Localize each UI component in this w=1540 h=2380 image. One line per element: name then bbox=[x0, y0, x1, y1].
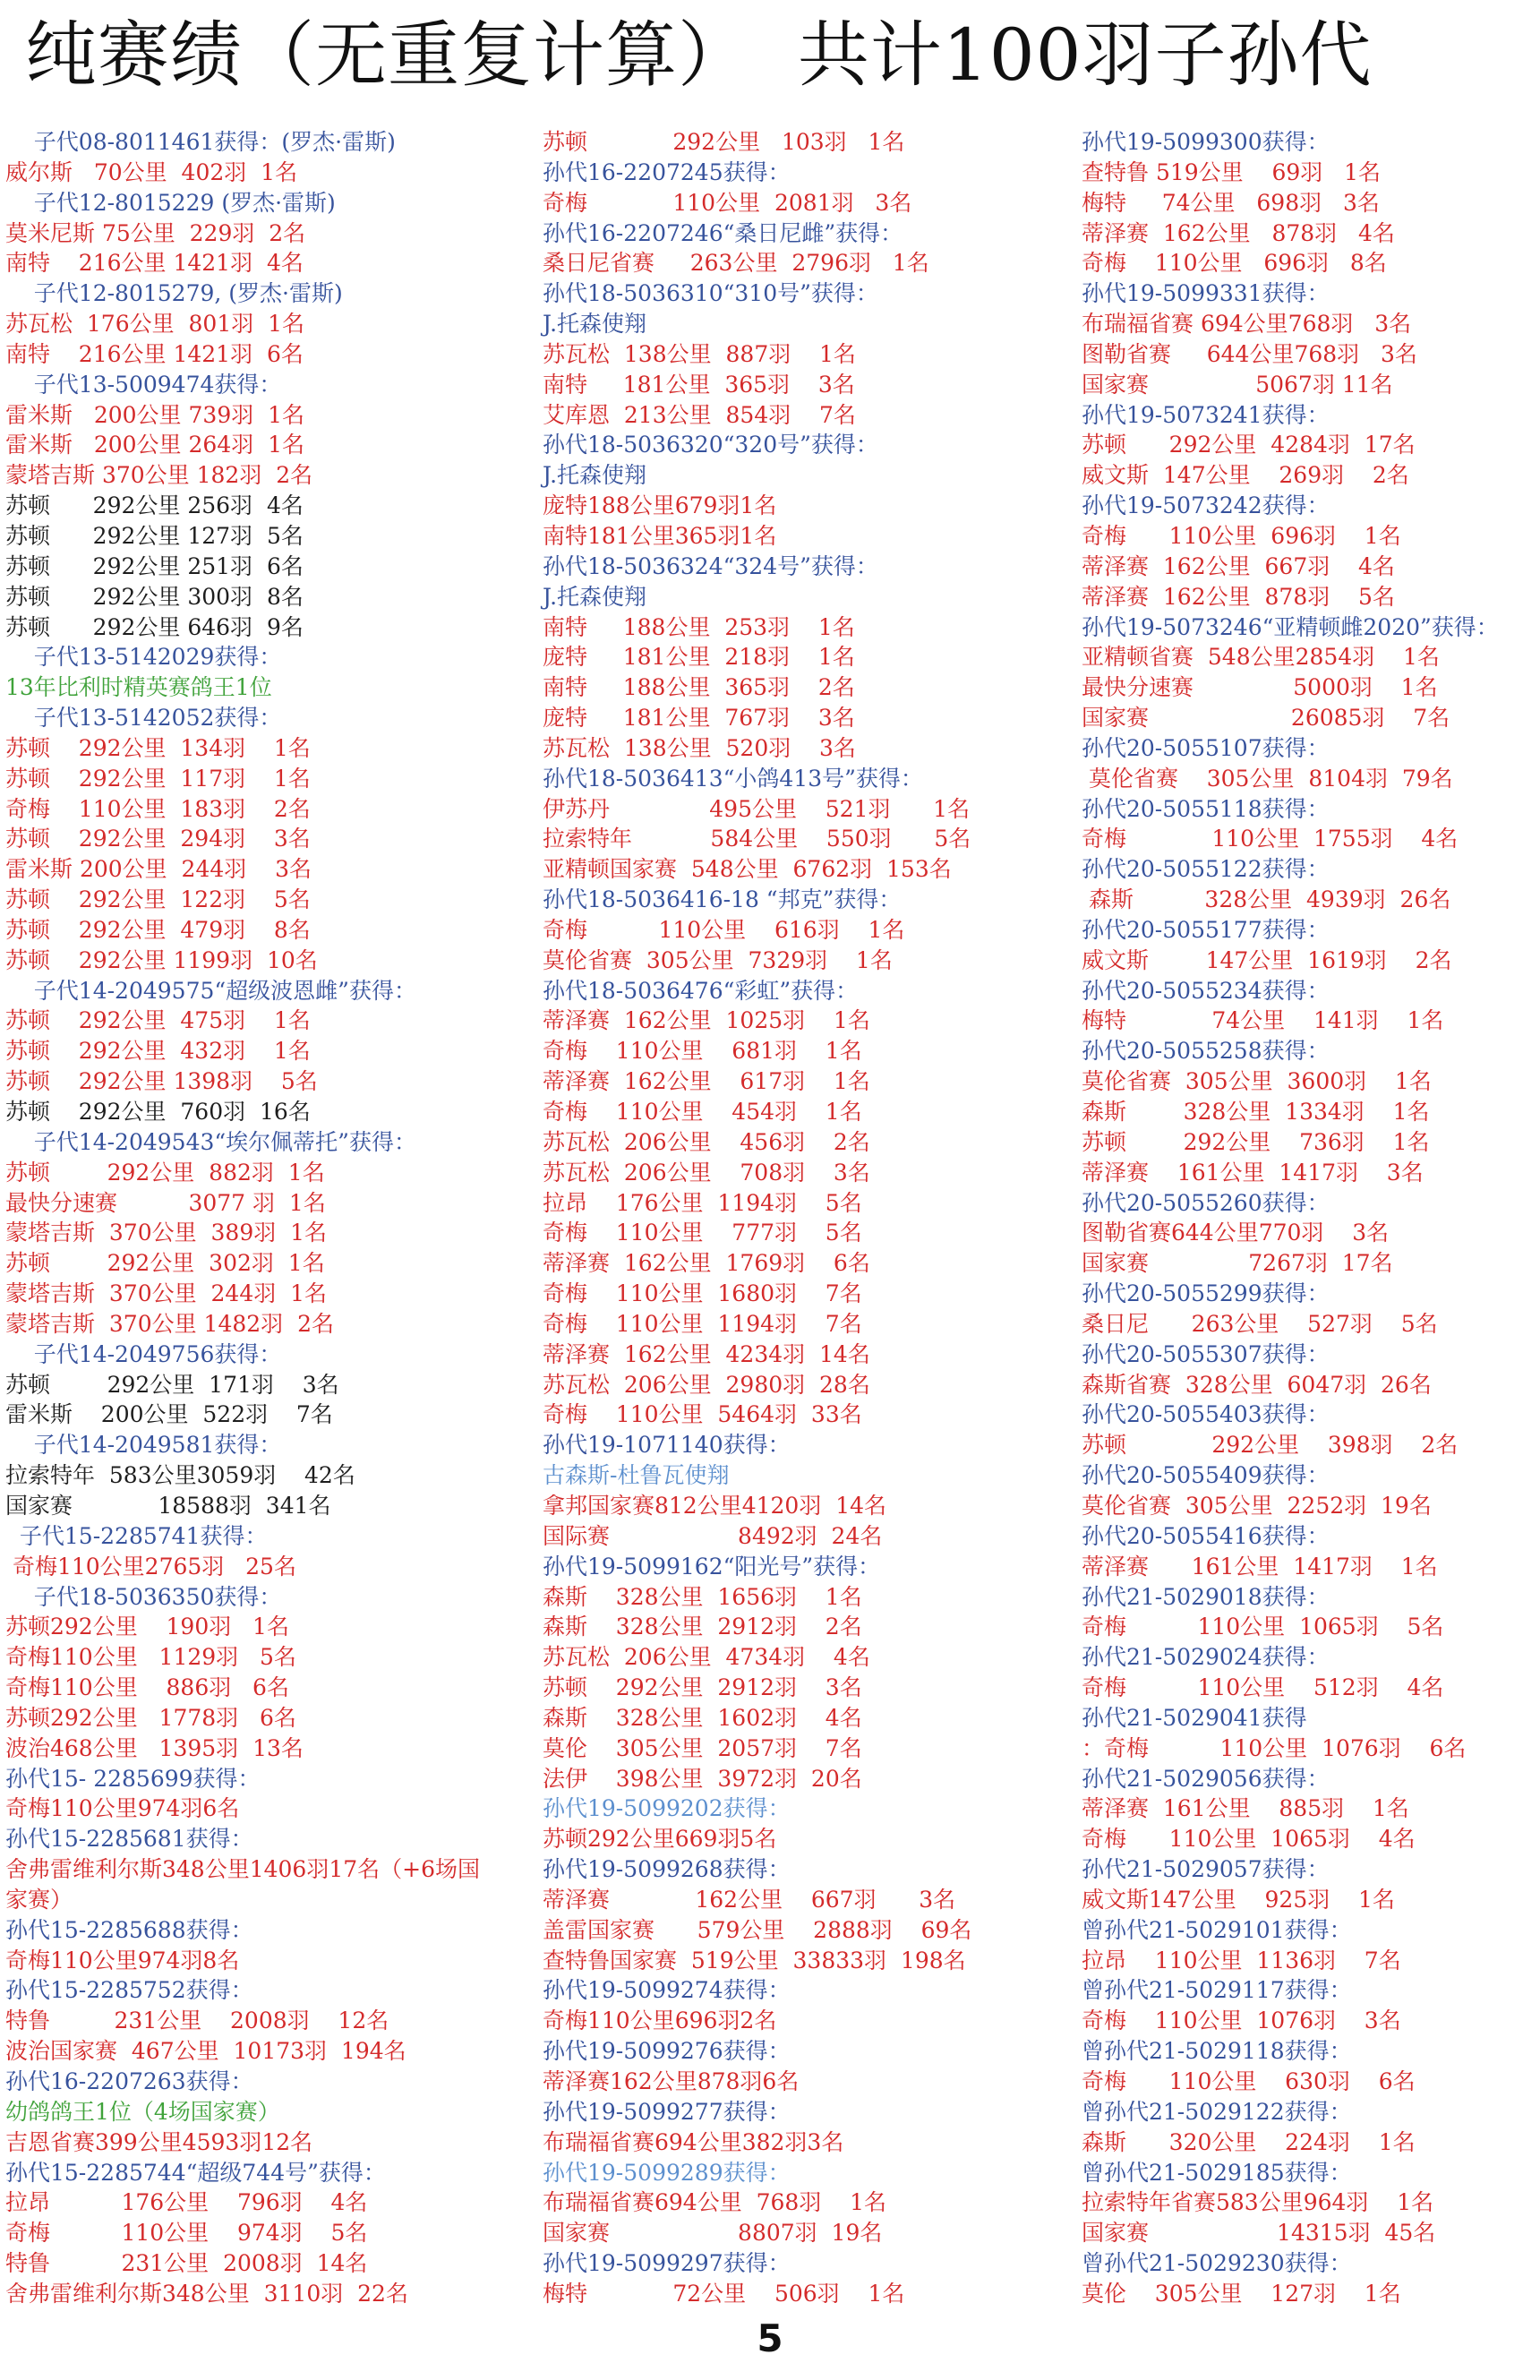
race-result-line: 南特 216公里 1421羽 4名 bbox=[5, 250, 304, 277]
pigeon-header-line: 子代12-8015279, (罗杰·雷斯) bbox=[5, 280, 343, 307]
pigeon-header-line: 曾孙代21-5029122获得： bbox=[1082, 2098, 1352, 2125]
race-result-line: 特鲁 231公里 2008羽 12名 bbox=[5, 2008, 389, 2034]
race-result-line: 蒂泽赛 162公里 667羽 3名 bbox=[543, 1886, 956, 1913]
race-result-line: 森斯 320公里 224羽 1名 bbox=[1082, 2128, 1416, 2155]
race-result-line: 梅特 74公里 141羽 1名 bbox=[1082, 1007, 1444, 1034]
race-result-line: 舍弗雷维利尔斯348公里1406羽17名（+6场国 bbox=[5, 1856, 481, 1883]
pigeon-header-line: J.托森使翔 bbox=[543, 462, 647, 489]
race-result-line: 奇梅110公里 1129羽 5名 bbox=[5, 1644, 296, 1671]
pigeon-header-line: 孙代15- 2285699获得： bbox=[5, 1765, 261, 1792]
race-result-line: 桑日尼 263公里 527羽 5名 bbox=[1082, 1310, 1438, 1337]
race-result-line: 苏顿 292公里 117羽 1名 bbox=[5, 765, 311, 792]
page-title: 纯赛绩（无重复计算） 共计100羽子孙代 bbox=[25, 13, 1373, 97]
race-result-line: 苏瓦松 138公里 520羽 3名 bbox=[543, 734, 856, 761]
race-result-line: 蒂泽赛 162公里 667羽 4名 bbox=[1082, 552, 1395, 579]
race-result-line: 苏顿292公里 190羽 1名 bbox=[5, 1614, 289, 1640]
race-result-line: 苏顿 292公里 134羽 1名 bbox=[5, 734, 311, 761]
race-result-line: 蒂泽赛 162公里 878羽 4名 bbox=[1082, 219, 1395, 246]
pigeon-header-line: 孙代19-5099277获得： bbox=[543, 2098, 791, 2125]
pigeon-header-line: 孙代20-5055409获得： bbox=[1082, 1462, 1330, 1489]
race-result-line: 苏顿 292公里 432羽 1名 bbox=[5, 1038, 311, 1065]
race-result-line: 庞特 181公里 767羽 3名 bbox=[543, 705, 855, 732]
race-result-line: 蒙塔吉斯 370公里 1482羽 2名 bbox=[5, 1310, 334, 1337]
race-result-line: 苏顿 292公里 760羽 16名 bbox=[5, 1099, 311, 1125]
pigeon-header-line: 孙代19-5099268获得： bbox=[543, 1856, 791, 1883]
race-result-line: 最快分速赛 3077 羽 1名 bbox=[5, 1189, 326, 1216]
pigeon-header-line: 子代12-8015229 (罗杰·雷斯) bbox=[5, 189, 336, 216]
pigeon-header-line: 孙代19-5099162“阳光号”获得： bbox=[543, 1553, 881, 1580]
pigeon-header-line: 子代14-2049756获得： bbox=[5, 1340, 282, 1367]
race-result-line: 苏顿 292公里 479羽 8名 bbox=[5, 916, 311, 943]
pigeon-header-line: 孙代21-5029018获得： bbox=[1082, 1583, 1330, 1610]
pigeon-header-line: 孙代15-2285681获得： bbox=[5, 1826, 253, 1853]
race-result-line: 苏顿 292公里 122羽 5名 bbox=[5, 886, 311, 913]
race-result-line: 家赛） bbox=[5, 1886, 73, 1913]
pigeon-header-line: 孙代19-5099274获得： bbox=[543, 1977, 791, 2004]
pigeon-header-line: 孙代19-5099297获得： bbox=[543, 2250, 791, 2277]
race-result-line: 苏顿 292公里 2912羽 3名 bbox=[543, 1674, 862, 1701]
pigeon-header-line: 孙代19-5099331获得： bbox=[1082, 280, 1330, 307]
pigeon-header-line: J.托森使翔 bbox=[543, 583, 647, 610]
race-result-line: 森斯省赛 328公里 6047羽 26名 bbox=[1082, 1371, 1432, 1398]
race-result-line: 南特 188公里 253羽 1名 bbox=[543, 613, 855, 640]
race-result-line: 奇梅110公里696羽2名 bbox=[543, 2008, 777, 2034]
race-result-line: 奇梅 110公里 1680羽 7名 bbox=[543, 1280, 862, 1307]
race-result-line: 奇梅 110公里 696羽 1名 bbox=[1082, 522, 1401, 549]
pigeon-header-line: 孙代20-5055416获得： bbox=[1082, 1522, 1330, 1549]
race-result-line: 奇梅 110公里 1065羽 4名 bbox=[1082, 1826, 1416, 1853]
race-result-line: 蒂泽赛162公里878羽6名 bbox=[543, 2068, 800, 2094]
results-column-left bbox=[5, 127, 534, 2309]
race-result-line: 梅特 74公里 698羽 3名 bbox=[1082, 189, 1380, 216]
pigeon-header-line: 孙代20-5055403获得： bbox=[1082, 1401, 1330, 1428]
race-result-line: 莫伦 305公里 127羽 1名 bbox=[1082, 2280, 1401, 2307]
race-result-line: 苏顿292公里 1778羽 6名 bbox=[5, 1704, 296, 1731]
race-result-line: 庞特 181公里 218羽 1名 bbox=[543, 644, 855, 671]
race-result-line: 奇梅 110公里 1755羽 4名 bbox=[1082, 826, 1459, 852]
race-result-line: 南特 181公里 365羽 3名 bbox=[543, 371, 855, 398]
pigeon-header-line: 孙代19-5073242获得： bbox=[1082, 492, 1330, 519]
race-result-line: 蒙塔吉斯 370公里 244羽 1名 bbox=[5, 1280, 328, 1307]
race-result-line: 拉昂 176公里 1194羽 5名 bbox=[543, 1189, 862, 1216]
pigeon-header-line: 曾孙代21-5029185获得： bbox=[1082, 2159, 1352, 2186]
race-result-line: 苏顿 292公里 300羽 8名 bbox=[5, 583, 304, 610]
race-result-line: 波治468公里 1395羽 13名 bbox=[5, 1734, 304, 1761]
race-result-line: 南特181公里365羽1名 bbox=[543, 522, 777, 549]
race-result-line: 盖雷国家赛 579公里 2888羽 69名 bbox=[543, 1916, 972, 1943]
pigeon-header-line: 孙代21-5029056获得： bbox=[1082, 1765, 1330, 1792]
pigeon-header-line: 曾孙代21-5029230获得： bbox=[1082, 2250, 1352, 2277]
race-result-line: 苏顿 292公里 127羽 5名 bbox=[5, 522, 304, 549]
race-result-line: 苏瓦松 206公里 2980羽 28名 bbox=[543, 1371, 870, 1398]
pigeon-header-line: 孙代21-5029024获得： bbox=[1082, 1644, 1330, 1671]
race-result-line: 奇梅 110公里 2081羽 3名 bbox=[543, 189, 912, 216]
race-result-line: 舍弗雷维利尔斯348公里 3110羽 22名 bbox=[5, 2280, 408, 2307]
race-result-line: 奇梅110公里 886羽 6名 bbox=[5, 1674, 289, 1701]
race-result-line: 奇梅110公里974羽8名 bbox=[5, 1947, 240, 1973]
pigeon-header-line: 子代15-2285741获得： bbox=[5, 1522, 268, 1549]
race-result-line: 梅特 72公里 506羽 1名 bbox=[543, 2280, 905, 2307]
race-result-line: 拉索特年 583公里3059羽 42名 bbox=[5, 1462, 355, 1489]
race-result-line: 蒂泽赛 162公里 1769羽 6名 bbox=[543, 1250, 870, 1277]
race-result-line: 国家赛 18588羽 341名 bbox=[5, 1492, 331, 1519]
race-result-line: 拉昂 176公里 796羽 4名 bbox=[5, 2189, 368, 2216]
race-result-line: 威文斯147公里 925羽 1名 bbox=[1082, 1886, 1395, 1913]
race-result-line: 莫伦省赛 305公里 7329羽 1名 bbox=[543, 946, 893, 973]
race-result-line: 奇梅 110公里 183羽 2名 bbox=[5, 795, 311, 822]
race-result-line: 威文斯 147公里 1619羽 2名 bbox=[1082, 946, 1452, 973]
race-result-line: 奇梅 110公里 1076羽 3名 bbox=[1082, 2008, 1401, 2034]
race-result-line: 莫米尼斯 75公里 229羽 2名 bbox=[5, 219, 306, 246]
pigeon-header-line: 孙代18-5036310“310号”获得： bbox=[543, 280, 878, 307]
race-result-line: 苏瓦松 176公里 801羽 1名 bbox=[5, 311, 305, 338]
pigeon-header-line: 曾孙代21-5029118获得： bbox=[1082, 2038, 1352, 2065]
pigeon-header-line: 孙代19-5073246“亚精顿雌2020”获得： bbox=[1082, 613, 1499, 640]
race-result-line: 国家赛 14315羽 45名 bbox=[1082, 2220, 1436, 2247]
race-result-line: 桑日尼省赛 263公里 2796羽 1名 bbox=[543, 250, 929, 277]
race-result-line: 森斯 328公里 1656羽 1名 bbox=[543, 1583, 862, 1610]
results-column-middle bbox=[543, 127, 1080, 2309]
race-result-line: 蒂泽赛 161公里 1417羽 1名 bbox=[1082, 1553, 1438, 1580]
race-result-line: 艾库恩 213公里 854羽 7名 bbox=[543, 401, 856, 428]
pigeon-header-line: 孙代20-5055122获得： bbox=[1082, 856, 1330, 883]
race-result-line: 奇梅 110公里 1194羽 7名 bbox=[543, 1310, 862, 1337]
race-result-line: 奇梅 110公里 696羽 8名 bbox=[1082, 250, 1387, 277]
race-result-line: 南特 216公里 1421羽 6名 bbox=[5, 340, 304, 367]
race-result-line: 蒙塔吉斯 370公里 389羽 1名 bbox=[5, 1220, 328, 1246]
race-result-line: 奇梅110公里2765羽 25名 bbox=[5, 1553, 296, 1580]
race-result-line: 奇梅110公里974羽6名 bbox=[5, 1795, 240, 1822]
race-result-line: 莫伦省赛 305公里 3600羽 1名 bbox=[1082, 1068, 1432, 1095]
race-result-line: 南特 188公里 365羽 2名 bbox=[543, 674, 855, 701]
race-result-line: 奇梅 110公里 454羽 1名 bbox=[543, 1099, 862, 1125]
race-result-line: 国家赛 8807羽 19名 bbox=[543, 2220, 883, 2247]
pigeon-header-line: 孙代21-5029057获得： bbox=[1082, 1856, 1330, 1883]
race-result-line: 国家赛 7267羽 17名 bbox=[1082, 1250, 1393, 1277]
award-line: 幼鸽鸽王1位（4场国家赛） bbox=[5, 2098, 280, 2125]
race-result-line: 苏顿 292公里 171羽 3名 bbox=[5, 1371, 339, 1398]
race-result-line: 国家赛 26085羽 7名 bbox=[1082, 705, 1450, 732]
race-result-line: 苏瓦松 206公里 4734羽 4名 bbox=[543, 1644, 870, 1671]
race-result-line: 奇梅 110公里 681羽 1名 bbox=[543, 1038, 862, 1065]
pigeon-header-line: 孙代15-2285688获得： bbox=[5, 1916, 253, 1943]
pigeon-header-line: 孙代20-5055299获得： bbox=[1082, 1280, 1330, 1307]
race-result-line: 蒙塔吉斯 370公里 182羽 2名 bbox=[5, 462, 313, 489]
pigeon-header-line: 孙代20-5055107获得： bbox=[1082, 734, 1330, 761]
race-result-line: 吉恩省赛399公里4593羽12名 bbox=[5, 2128, 313, 2155]
pigeon-header-line: 曾孙代21-5029101获得： bbox=[1082, 1916, 1352, 1943]
race-result-line: 雷米斯 200公里 522羽 7名 bbox=[5, 1401, 333, 1428]
race-result-line: 苏瓦松 206公里 456羽 2名 bbox=[543, 1128, 870, 1155]
race-result-line: 图勒省赛644公里770羽 3名 bbox=[1082, 1220, 1390, 1246]
race-result-line: 亚精顿省赛 548公里2854羽 1名 bbox=[1082, 644, 1440, 671]
race-result-line: 苏顿 292公里 256羽 4名 bbox=[5, 492, 304, 519]
pigeon-header-line: 子代13-5009474获得： bbox=[5, 371, 282, 398]
pigeon-header-line: 孙代18-5036320“320号”获得： bbox=[543, 432, 878, 458]
race-result-line: 苏顿 292公里 1199羽 10名 bbox=[5, 946, 318, 973]
race-result-line: 莫伦省赛 305公里 8104羽 79名 bbox=[1082, 765, 1453, 792]
pigeon-header-line: 孙代19-5099289获得： bbox=[543, 2159, 791, 2186]
race-result-line: 森斯 328公里 1602羽 4名 bbox=[543, 1704, 862, 1731]
race-result-line: 蒂泽赛 161公里 885羽 1名 bbox=[1082, 1795, 1409, 1822]
pigeon-header-line: 孙代20-5055234获得： bbox=[1082, 977, 1330, 1004]
race-result-line: 森斯 328公里 4939羽 26名 bbox=[1082, 886, 1451, 913]
race-result-line: 奇梅 110公里 512羽 4名 bbox=[1082, 1674, 1444, 1701]
race-result-line: 国家赛 5067羽 11名 bbox=[1082, 371, 1393, 398]
pigeon-header-line: 孙代19-5073241获得： bbox=[1082, 401, 1330, 428]
race-result-line: 森斯 328公里 1334羽 1名 bbox=[1082, 1099, 1430, 1125]
pigeon-header-line: 子代14-2049581获得： bbox=[5, 1432, 282, 1459]
pigeon-header-line: 子代18-5036350获得： bbox=[5, 1583, 282, 1610]
pigeon-header-line: 孙代20-5055307获得： bbox=[1082, 1340, 1330, 1367]
race-result-line: 奇梅 110公里 5464羽 33名 bbox=[543, 1401, 862, 1428]
race-result-line: 威文斯 147公里 269羽 2名 bbox=[1082, 462, 1409, 489]
race-result-line: 森斯 328公里 2912羽 2名 bbox=[543, 1614, 862, 1640]
race-result-line: 奇梅 110公里 630羽 6名 bbox=[1082, 2068, 1416, 2094]
pigeon-header-line: 子代08-8011461获得：(罗杰·雷斯) bbox=[5, 129, 396, 155]
pigeon-header-line: 孙代18-5036476“彩虹”获得： bbox=[543, 977, 859, 1004]
race-result-line: 苏顿 292公里 882羽 1名 bbox=[5, 1159, 325, 1186]
race-result-line: 苏瓦松 138公里 887羽 1名 bbox=[543, 340, 856, 367]
race-result-line: 苏顿 292公里 103羽 1名 bbox=[543, 129, 905, 155]
race-result-line: 查特鲁 519公里 69羽 1名 bbox=[1082, 158, 1382, 185]
race-result-line: 苏顿 292公里 4284羽 17名 bbox=[1082, 432, 1416, 458]
race-result-line: 蒂泽赛 162公里 4234羽 14名 bbox=[543, 1340, 870, 1367]
pigeon-header-line: 子代13-5142052获得： bbox=[5, 705, 282, 732]
race-result-line: 布瑞福省赛694公里382羽3名 bbox=[543, 2128, 844, 2155]
race-result-line: 波治国家赛 467公里 10173羽 194名 bbox=[5, 2038, 406, 2065]
pigeon-header-line: 古森斯-杜鲁瓦使翔 bbox=[543, 1462, 730, 1489]
race-result-line: 苏顿 292公里 736羽 1名 bbox=[1082, 1128, 1430, 1155]
race-result-line: 伊苏丹 495公里 521羽 1名 bbox=[543, 795, 971, 822]
race-result-line: 苏顿 292公里 475羽 1名 bbox=[5, 1007, 311, 1034]
race-result-line: 蒂泽赛 162公里 1025羽 1名 bbox=[543, 1007, 870, 1034]
pigeon-header-line: 孙代19-1071140获得： bbox=[543, 1432, 791, 1459]
race-result-line: 庞特188公里679羽1名 bbox=[543, 492, 777, 519]
pigeon-header-line: 曾孙代21-5029117获得： bbox=[1082, 1977, 1352, 2004]
race-result-line: 苏顿 292公里 1398羽 5名 bbox=[5, 1068, 318, 1095]
race-result-line: 特鲁 231公里 2008羽 14名 bbox=[5, 2250, 368, 2277]
pigeon-header-line: J.托森使翔 bbox=[543, 311, 647, 338]
race-result-line: 拉昂 110公里 1136羽 7名 bbox=[1082, 1947, 1401, 1973]
race-result-line: 苏顿 292公里 251羽 6名 bbox=[5, 552, 304, 579]
pigeon-header-line: 孙代19-5099276获得： bbox=[543, 2038, 791, 2065]
race-result-line: 图勒省赛 644公里768羽 3名 bbox=[1082, 340, 1417, 367]
race-result-line: 威尔斯 70公里 402羽 1名 bbox=[5, 158, 298, 185]
race-result-line: 拉索特年 584公里 550羽 5名 bbox=[543, 826, 971, 852]
race-result-line: 苏顿 292公里 398羽 2名 bbox=[1082, 1432, 1459, 1459]
pigeon-header-line: 子代14-2049543“埃尔佩蒂托”获得： bbox=[5, 1128, 416, 1155]
pigeon-header-line: 子代14-2049575“超级波恩雌”获得： bbox=[5, 977, 416, 1004]
pigeon-header-line: 孙代16-2207245获得： bbox=[543, 158, 791, 185]
pigeon-header-line: 孙代15-2285752获得： bbox=[5, 1977, 253, 2004]
race-result-line: ：奇梅 110公里 1076羽 6名 bbox=[1082, 1734, 1467, 1761]
pigeon-header-line: 孙代20-5055260获得： bbox=[1082, 1189, 1330, 1216]
pigeon-header-line: 孙代20-5055177获得： bbox=[1082, 916, 1330, 943]
race-result-line: 苏顿292公里669羽5名 bbox=[543, 1826, 777, 1853]
race-result-line: 莫伦省赛 305公里 2252羽 19名 bbox=[1082, 1492, 1432, 1519]
pigeon-header-line: 子代13-5142029获得： bbox=[5, 644, 282, 671]
race-result-line: 苏顿 292公里 646羽 9名 bbox=[5, 613, 304, 640]
race-result-line: 拉索特年省赛583公里964羽 1名 bbox=[1082, 2189, 1434, 2216]
race-result-line: 雷米斯 200公里 244羽 3名 bbox=[5, 856, 312, 883]
race-result-line: 蒂泽赛 162公里 617羽 1名 bbox=[543, 1068, 870, 1095]
pigeon-header-line: 孙代16-2207246“桑日尼雌”获得： bbox=[543, 219, 903, 246]
pigeon-header-line: 孙代18-5036324“324号”获得： bbox=[543, 552, 878, 579]
pigeon-header-line: 孙代19-5099202获得： bbox=[543, 1795, 791, 1822]
pigeon-header-line: 孙代20-5055118获得： bbox=[1082, 795, 1330, 822]
pigeon-header-line: 孙代20-5055258获得： bbox=[1082, 1038, 1330, 1065]
race-result-line: 奇梅 110公里 1065羽 5名 bbox=[1082, 1614, 1444, 1640]
pigeon-header-line: 孙代18-5036416-18 “邦克”获得： bbox=[543, 886, 902, 913]
page-number: 5 bbox=[757, 2316, 783, 2360]
pigeon-header-line: 孙代19-5099300获得： bbox=[1082, 129, 1330, 155]
race-result-line: 蒂泽赛 162公里 878羽 5名 bbox=[1082, 583, 1395, 610]
race-result-line: 莫伦 305公里 2057羽 7名 bbox=[543, 1734, 862, 1761]
pigeon-header-line: 孙代16-2207263获得： bbox=[5, 2068, 253, 2094]
race-result-line: 蒂泽赛 161公里 1417羽 3名 bbox=[1082, 1159, 1424, 1186]
race-result-line: 奇梅 110公里 616羽 1名 bbox=[543, 916, 905, 943]
pigeon-header-line: 孙代18-5036413“小鸽413号”获得： bbox=[543, 765, 923, 792]
race-result-line: 奇梅 110公里 777羽 5名 bbox=[543, 1220, 862, 1246]
race-result-line: 奇梅 110公里 974羽 5名 bbox=[5, 2220, 368, 2247]
race-result-line: 布瑞福省赛 694公里768羽 3名 bbox=[1082, 311, 1412, 338]
pigeon-header-line: 孙代15-2285744“超级744号”获得： bbox=[5, 2159, 386, 2186]
race-result-line: 拿邦国家赛812公里4120羽 14名 bbox=[543, 1492, 887, 1519]
race-result-line: 苏顿 292公里 294羽 3名 bbox=[5, 826, 311, 852]
race-result-line: 布瑞福省赛694公里 768羽 1名 bbox=[543, 2189, 887, 2216]
race-result-line: 雷米斯 200公里 264羽 1名 bbox=[5, 432, 305, 458]
race-result-line: 国际赛 8492羽 24名 bbox=[543, 1522, 883, 1549]
results-column-right bbox=[1082, 127, 1538, 2309]
race-result-line: 法伊 398公里 3972羽 20名 bbox=[543, 1765, 862, 1792]
race-result-line: 查特鲁国家赛 519公里 33833羽 198名 bbox=[543, 1947, 966, 1973]
race-result-line: 最快分速赛 5000羽 1名 bbox=[1082, 674, 1438, 701]
race-result-line: 亚精顿国家赛 548公里 6762羽 153名 bbox=[543, 856, 952, 883]
race-result-line: 雷米斯 200公里 739羽 1名 bbox=[5, 401, 305, 428]
pigeon-header-line: 孙代21-5029041获得 bbox=[1082, 1704, 1307, 1731]
award-line: 13年比利时精英赛鸽王1位 bbox=[5, 674, 272, 701]
race-result-line: 苏顿 292公里 302羽 1名 bbox=[5, 1250, 325, 1277]
race-result-line: 苏瓦松 206公里 708羽 3名 bbox=[543, 1159, 870, 1186]
